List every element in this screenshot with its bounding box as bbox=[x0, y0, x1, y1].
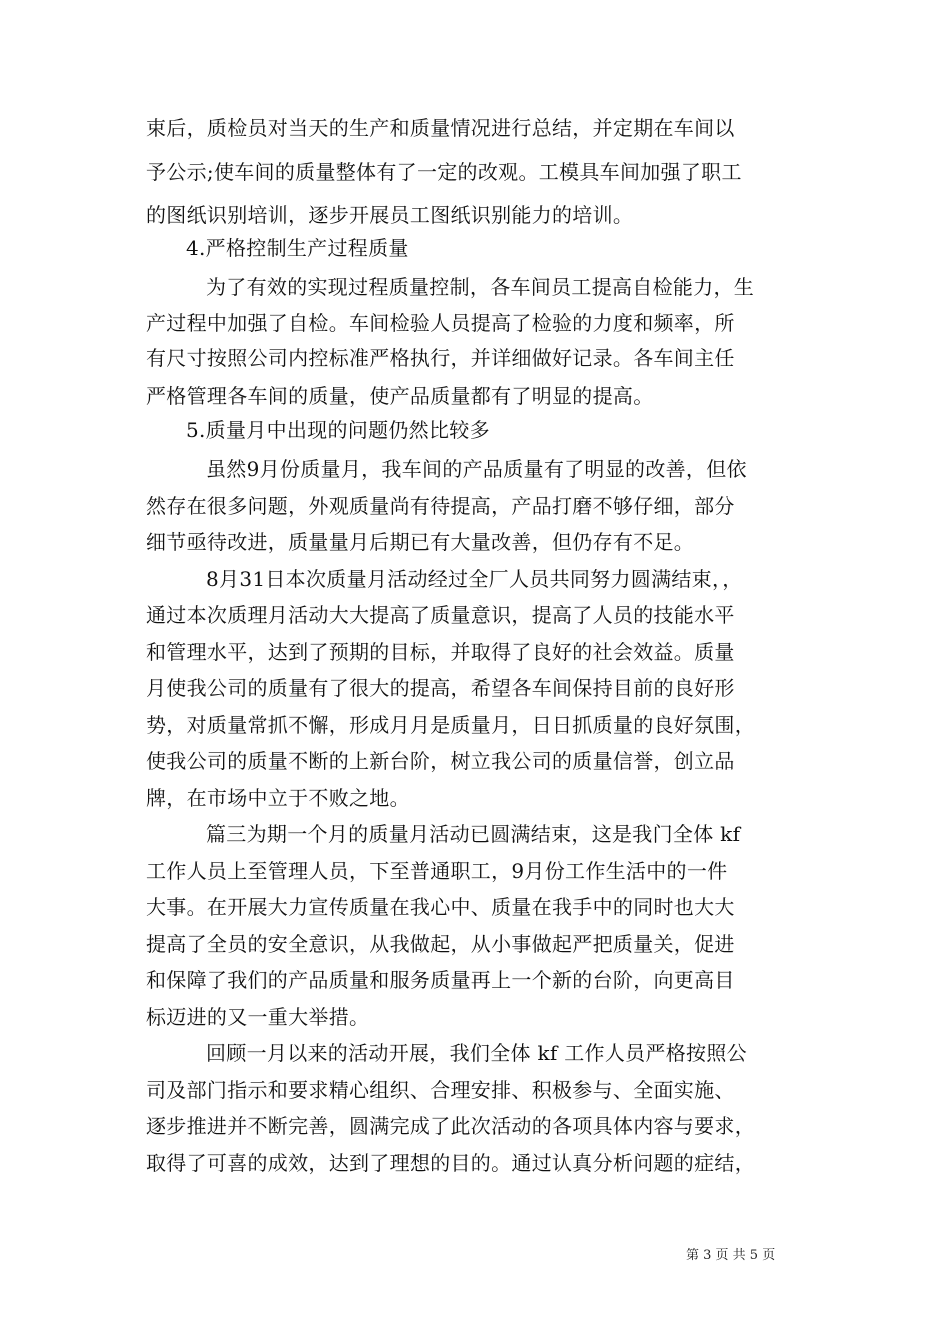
text-line: 月使我公司的质量有了很大的提高，希望各车间保持目前的良好形 bbox=[146, 676, 735, 700]
paragraph-first-line: 为了有效的实现过程质量控制，各车间员工提高自检能力，生 bbox=[206, 275, 755, 299]
text-line: 细节亟待改进，质量量月后期已有大量改善，但仍存有不足。 bbox=[146, 530, 695, 554]
text-line: 势，对质量常抓不懈，形成月月是质量月，日日抓质量的良好氛围， bbox=[146, 713, 755, 737]
paragraph-first-line: 8月31日本次质量月活动经过全厂人员共同努力圆满结束，， bbox=[206, 567, 743, 591]
text-line: 提高了全员的安全意识，从我做起，从小事做起严把质量关，促进 bbox=[146, 932, 735, 956]
text-line: 工作人员上至管理人员，下至普通职工，9月份工作生活中的一件 bbox=[146, 859, 728, 883]
text-line: 予公示;使车间的质量整体有了一定的改观。工模具车间加强了职工 bbox=[146, 160, 742, 184]
text-line: 然存在很多问题，外观质量尚有待提高，产品打磨不够仔细，部分 bbox=[146, 494, 735, 518]
text-line: 大事。在开展大力宣传质量在我心中、质量在我手中的同时也大大 bbox=[146, 895, 735, 919]
paragraph-first-line: 篇三为期一个月的质量月活动已圆满结束，这是我门全体 kf bbox=[206, 822, 741, 846]
paragraph-first-line: 虽然9月份质量月，我车间的产品质量有了明显的改善，但依 bbox=[206, 457, 747, 481]
text-line: 司及部门指示和要求精心组织、合理安排、积极参与、全面实施、 bbox=[146, 1078, 735, 1102]
text-line: 牌，在市场中立于不败之地。 bbox=[146, 786, 410, 810]
text-line: 逐步推进并不断完善，圆满完成了此次活动的各项具体内容与要求， bbox=[146, 1114, 755, 1138]
text-line: 通过本次质理月活动大大提高了质量意识，提高了人员的技能水平 bbox=[146, 603, 735, 627]
text-line: 标迈进的又一重大举措。 bbox=[146, 1005, 370, 1029]
text-line: 束后，质检员对当天的生产和质量情况进行总结，并定期在车间以 bbox=[146, 116, 735, 140]
text-line: 产过程中加强了自检。车间检验人员提高了检验的力度和频率，所 bbox=[146, 311, 735, 335]
text-line: 和管理水平，达到了预期的目标，并取得了良好的社会效益。质量 bbox=[146, 640, 735, 664]
section-heading: 4.严格控制生产过程质量 bbox=[186, 236, 409, 260]
paragraph-first-line: 回顾一月以来的活动开展，我们全体 kf 工作人员严格按照公 bbox=[206, 1041, 747, 1065]
text-line: 有尺寸按照公司内控标准严格执行，并详细做好记录。各车间主任 bbox=[146, 346, 735, 370]
text-line: 取得了可喜的成效，达到了理想的目的。通过认真分析问题的症结， bbox=[146, 1151, 755, 1175]
text-line: 的图纸识别培训，逐步开展员工图纸识别能力的培训。 bbox=[146, 203, 634, 227]
text-line: 使我公司的质量不断的上新台阶，树立我公司的质量信誉，创立品 bbox=[146, 749, 735, 773]
text-line: 和保障了我们的产品质量和服务质量再上一个新的台阶，向更高目 bbox=[146, 968, 735, 992]
section-heading: 5.质量月中出现的问题仍然比较多 bbox=[186, 418, 490, 442]
page-number: 第 3 页 共 5 页 bbox=[686, 1248, 776, 1263]
text-line: 严格管理各车间的质量，使产品质量都有了明显的提高。 bbox=[146, 384, 654, 408]
